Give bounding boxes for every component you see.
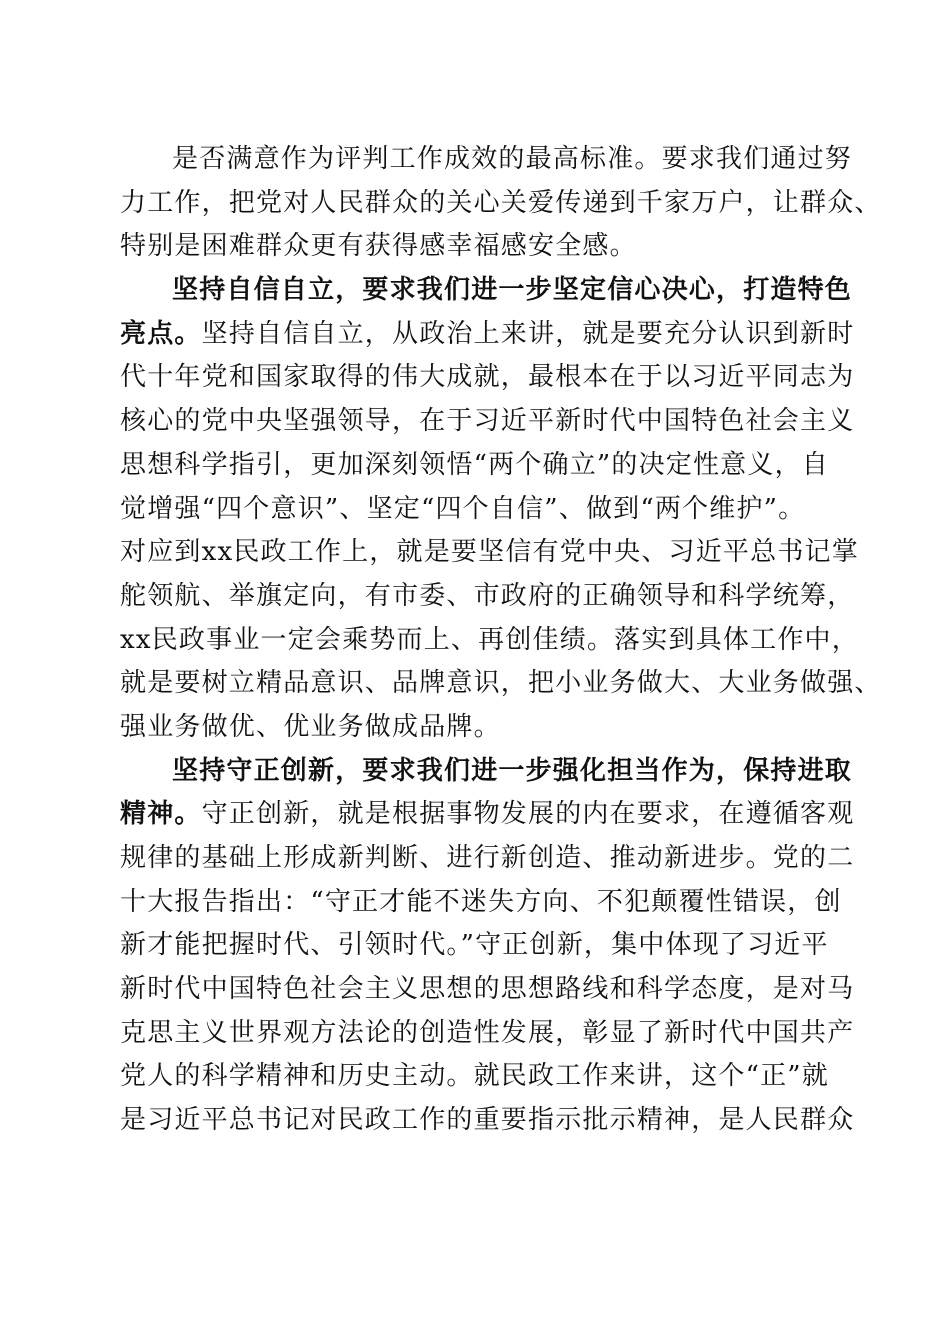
paragraph-3-line-5: 新才能把握时代、引领时代。”守正创新，集中体现了习近平 [120, 930, 829, 961]
paragraph-2-heading: 坚持自信自立，要求我们进一步坚定信心决心，打造特色 [172, 275, 853, 306]
paragraph-2-line-4: 核心的党中央坚强领导，在于习近平新时代中国特色社会主义 [120, 406, 855, 437]
document-body [120, 138, 882, 1143]
paragraph-2-line-2-text: 坚持自信自立，从政治上来讲，就是要充分认识到新时 [201, 318, 855, 349]
paragraph-2-line-8: 舵领航、举旗定向，有市委、市政府的正确领导和科学统筹， [120, 580, 855, 611]
paragraph-2-line-2 [120, 313, 855, 357]
paragraph-2-line-7: 对应到xx民政工作上，就是要坚信有党中央、习近平总书记掌 [120, 537, 859, 568]
paragraph-1-line-1: 是否满意作为评判工作成效的最高标准。要求我们通过努 [172, 144, 853, 174]
paragraph-3-heading-end: 精神。 [120, 799, 202, 830]
paragraph-3-line-3: 规律的基础上形成新判断、进行新创造、推动新进步。党的二 [120, 843, 855, 873]
paragraph-3-line-6: 新时代中国特色社会主义思想的思想路线和科学态度，是对马 [120, 974, 855, 1005]
paragraph-2-line-10: 就是要树立精品意识、品牌意识，把小业务做大、大业务做强、 [120, 668, 882, 699]
paragraph-2-line-5: 思想科学指引，更加深刻领悟“两个确立”的决定性意义，自 [120, 449, 829, 480]
paragraph-1-line-2: 力工作，把党对人民群众的关心关爱传递到千家万户，让群众、 [120, 187, 882, 218]
paragraph-3-line-4: 十大报告指出：“守正才能不迷失方向、不犯颠覆性错误，创 [120, 886, 842, 917]
paragraph-3-heading: 坚持守正创新，要求我们进一步强化担当作为，保持进取 [172, 755, 853, 786]
paragraph-2-line-9: xx民政事业一定会乘势而上、再创佳绩。落实到具体工作中， [120, 624, 859, 655]
paragraph-3-line-2-text: 守正创新，就是根据事物发展的内在要求，在遵循客观 [201, 799, 855, 830]
paragraph-2-line-6: 觉增强“四个意识”、坚定“四个自信”、做到“两个维护”。 [120, 493, 806, 524]
paragraph-2-line-3: 代十年党和国家取得的伟大成就，最根本在于以习近平同志为 [120, 362, 855, 393]
paragraph-3-line-2 [120, 793, 855, 837]
paragraph-1-line-3: 特别是困难群众更有获得感幸福感安全感。 [120, 231, 637, 262]
paragraph-3-line-8: 党人的科学精神和历史主动。就民政工作来讲，这个“正”就 [120, 1061, 829, 1092]
paragraph-3-line-9: 是习近平总书记对民政工作的重要指示批示精神，是人民群众 [120, 1105, 855, 1136]
paragraph-2-heading-end: 亮点。 [120, 318, 202, 349]
paragraph-3-line-7: 克思主义世界观方法论的创造性发展，彰显了新时代中国共产 [120, 1017, 855, 1048]
paragraph-2-line-11: 强业务做优、优业务做成品牌。 [120, 711, 501, 742]
